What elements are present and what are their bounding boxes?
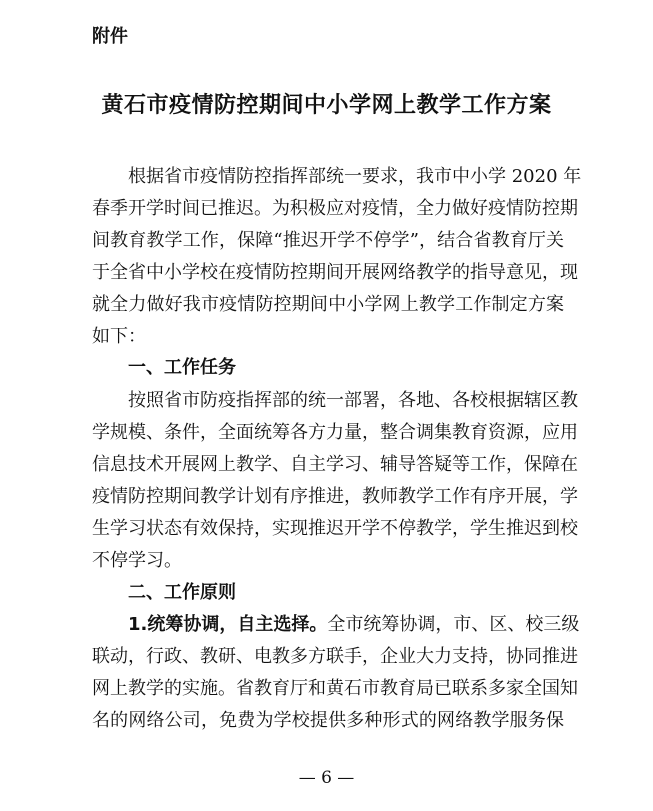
section1-heading: 一、工作任务 (128, 357, 236, 378)
intro-line-1: 根据省市疫情防控指挥部统一要求，我市中小学 2020 年 (128, 166, 582, 187)
section2-item1-line-1 (128, 613, 580, 637)
section1-line-4: 疫情防控期间教学计划有序推进，教师教学工作有序开展，学 (92, 486, 578, 507)
section2-item1-text: 全市统筹协调，市、区、校三级 (327, 614, 580, 635)
document-title: 黄石市疫情防控期间中小学网上教学工作方案 (101, 93, 552, 118)
attachment-label: 附件 (92, 26, 128, 47)
section2-heading: 二、工作原则 (128, 582, 236, 603)
section1-line-5: 生学习状态有效保持，实现推迟开学不停教学，学生推迟到校 (92, 518, 578, 539)
intro-line-3: 间教育教学工作，保障“推迟开学不停学”，结合省教育厅关 (92, 230, 564, 251)
page-number: — 6 — (298, 768, 355, 788)
section1-line-3: 信息技术开展网上教学、自主学习、辅导答疑等工作，保障在 (92, 454, 578, 475)
section2-item1-title: 1.统筹协调，自主选择。 (128, 614, 328, 635)
intro-line-6: 如下： (92, 326, 146, 347)
intro-line-2: 春季开学时间已推迟。为积极应对疫情，全力做好疫情防控期 (92, 198, 578, 219)
section1-line-6: 不停学习。 (92, 550, 182, 571)
section1-line-1: 按照省市防疫指挥部的统一部署，各地、各校根据辖区教 (128, 390, 578, 411)
intro-line-4: 于全省中小学校在疫情防控期间开展网络教学的指导意见，现 (92, 262, 578, 283)
section2-line-3: 网上教学的实施。省教育厅和黄石市教育局已联系多家全国知 (92, 678, 578, 699)
section2-line-2: 联动，行政、教研、电教多方联手，企业大力支持，协同推进 (92, 646, 578, 667)
intro-line-5: 就全力做好我市疫情防控期间中小学网上教学工作制定方案 (92, 294, 564, 315)
section2-line-4: 名的网络公司，免费为学校提供多种形式的网络教学服务保 (92, 710, 564, 731)
section1-line-2: 学规模、条件，全面统筹各方力量，整合调集教育资源，应用 (92, 422, 578, 443)
